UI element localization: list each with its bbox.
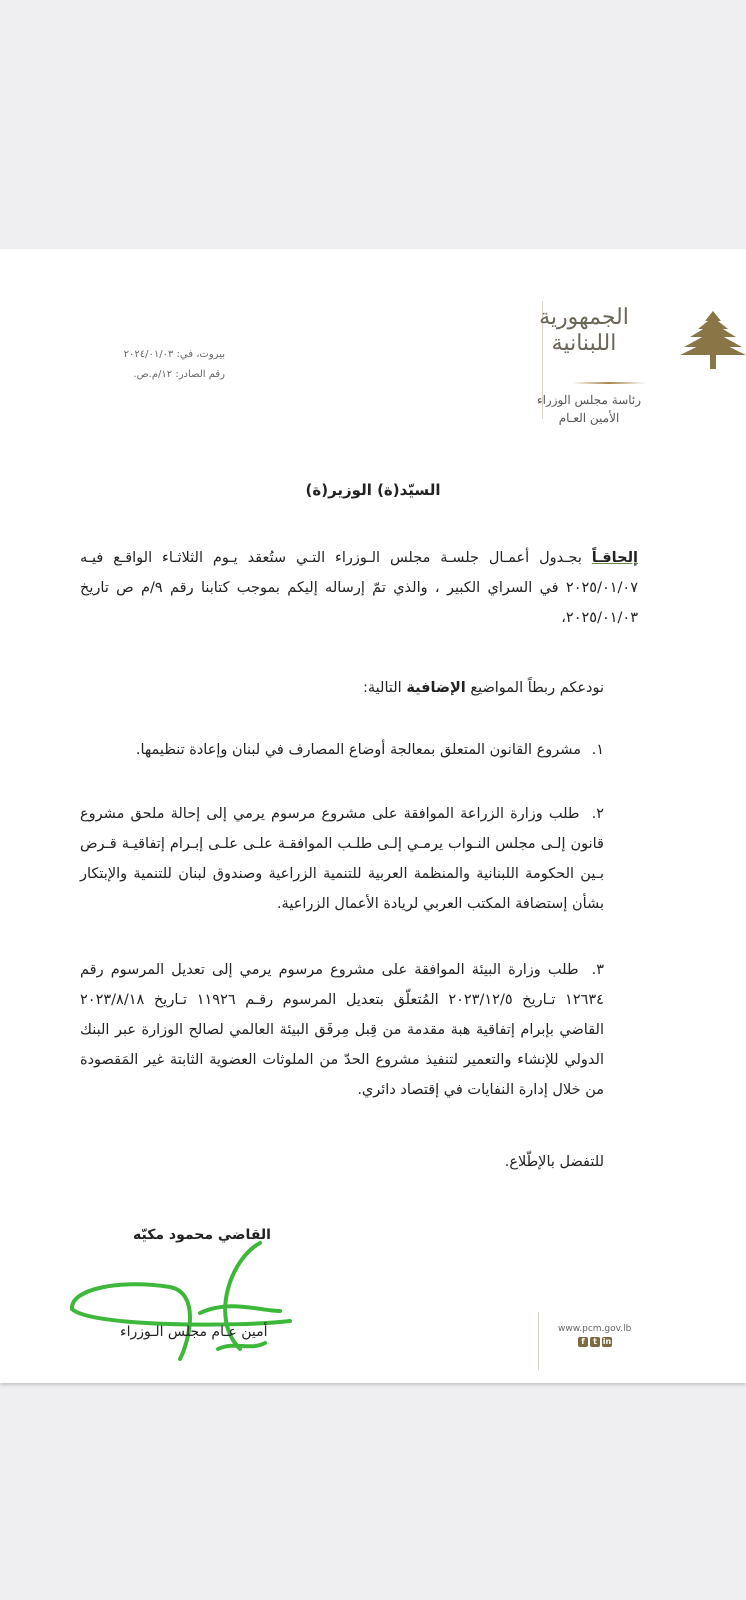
reference-line: رقم الصادر: ١٢/م.ص. xyxy=(133,369,225,380)
agenda-item-3 xyxy=(80,955,604,1105)
item-number: ٢. xyxy=(591,806,604,822)
intro-paragraph xyxy=(80,543,638,633)
item-text: مشروع القانون المتعلق بمعالجة أوضاع المصارف في لبنان وإعادة تنظيمها. xyxy=(135,742,581,758)
request-after: التالية: xyxy=(363,680,407,696)
letter-page xyxy=(0,249,746,1383)
office-text xyxy=(534,391,644,427)
closing-line: للتفضل بالإطّلاع. xyxy=(504,1154,604,1170)
intro-lead: إلحاقـاً xyxy=(591,550,638,566)
office-line-1: رئاسة مجلس الوزراء xyxy=(536,393,642,407)
item-text: طلب وزارة البيئة الموافقة على مشروع مرسوم يرمي إلى تعديل المرسوم رقم ١٢٦٣٤ تـاريخ ٢٠٢٣/١٢/٥ المُتعلّق بتعديل المرسوم رقـم ١١٩٢٦ تـاريخ ٢٠٢٣/٨/١٨ القاضي بإبرام إتفاقية هبة مقدمة من قِبل مِرفَق البيئة العالمي لصالح الوزارة عبر البنك الدولي للإنشاء والتعمير لتنفيذ مشروع الحدّ من الملوثات العضوية الثابتة غير المَقصودة من خلال إدارة النفايات في إقتصاد دائري. xyxy=(80,962,604,1098)
agenda-item-2 xyxy=(80,799,604,919)
item-text: طلب وزارة الزراعة الموافقة على مشروع مرسوم يرمي إلى إحالة ملحق مشروع قانون إلـى مجلس النـواب يرمـي إلـى طلـب الموافقـة علـى علـى إبـرام إتفاقيـة قـرض بـين الحكومة اللبنانية والمنظمة العربية للتنمية الزراعية وصندوق لبنان للتنمية والإبتكار بشأن إستضافة المكتب العربي لريادة الأعمال الزراعية. xyxy=(80,806,604,912)
linkedin-icon[interactable]: in xyxy=(602,1337,612,1346)
footer-divider xyxy=(538,1312,539,1370)
salutation: السيّد(ة) الوزير(ة) xyxy=(305,481,441,499)
cedar-emblem-icon xyxy=(680,309,746,371)
social-icons xyxy=(578,1337,612,1347)
republic-emblem-text xyxy=(534,305,634,357)
signatory-name: القاضي محمود مكيّه xyxy=(133,1227,271,1243)
date-reference-block xyxy=(85,345,225,385)
emblem-line-2: اللبنانية xyxy=(551,331,617,356)
request-line xyxy=(80,673,604,703)
gold-divider xyxy=(572,382,646,384)
date-line: بيروت، في: ٢٠٢٤/٠١/٠٣ xyxy=(123,349,225,360)
office-line-2: الأمين العـام xyxy=(558,411,620,425)
emblem-line-1: الجمهورية xyxy=(539,305,629,330)
item-number: ١. xyxy=(591,742,604,758)
website-link[interactable]: www.pcm.gov.lb xyxy=(558,1324,632,1334)
twitter-icon[interactable]: t xyxy=(590,1337,600,1347)
agenda-item-1 xyxy=(80,735,604,765)
request-bold: الإضافية xyxy=(406,680,466,696)
facebook-icon[interactable]: f xyxy=(578,1337,588,1347)
intro-text: بجـدول أعمـال جلسـة مجلس الـوزراء التـي ستُعقد يـوم الثلاثـاء الواقـع فيـه ٢٠٢٥/٠١/٠٧ في السراي الكبير ، والذي تمّ إرساله إليكم بموجب كتابنا رقم ٩/م ص تاريخ ٢٠٢٥/٠١/٠٣، xyxy=(80,550,638,626)
signatory-title: أمين عـام مجلس الـوزراء xyxy=(120,1324,268,1340)
item-number: ٣. xyxy=(591,962,604,978)
request-before: نودعكم ربطاً المواضيع xyxy=(465,680,604,696)
